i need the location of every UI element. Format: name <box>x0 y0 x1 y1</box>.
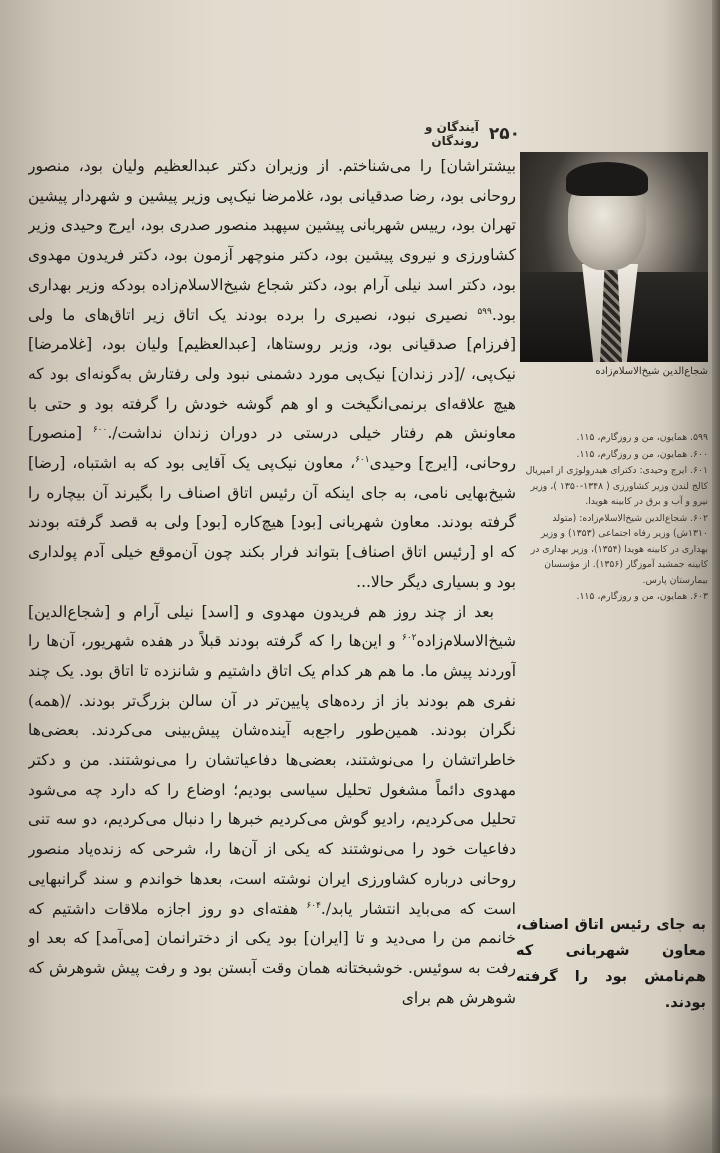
footnote-reference: ۶۰۰ <box>92 425 108 436</box>
body-text-run: /[در زندان] نیک‌پی مورد دشمنی نبود ولی رفتارش به‌گونه‌ای بود که هیچ علاقه‌ای برنمی‌انگیخت و او هم گوشه خودش را گرفته بود و حتی با معاونش هم رفتار خیلی درستی در دوران زندان نداشت/. <box>28 364 516 443</box>
footnote-reference: ۶۰۴ <box>306 900 321 911</box>
page-number: ۲۵۰ <box>488 124 520 144</box>
running-title: آیندگان و روندگان <box>425 120 479 148</box>
body-text-run: و این‌ها را که گرفته بودند قبلاً در هفده شهریور، آن‌ها را آوردند پیش ما. ما هم هر کدام یک اتاق داشتیم و شانزده تا اتاق بود. یک چند نفری هم بودند باز از رده‌های پایین‌تر در آن سالن بزرگ‌تر بودند. /(همه) نگران بودند. همین‌طور راجع‌به آینده‌شان پیش‌بینی می‌کردند. بعضی‌ها خاطراتشان را می‌نوشتند، بعضی‌ها دفاعیاتشان را می‌نوشتند. من و دکتر مهدوی دائماً مشغول تحلیل سیاسی بودیم؛ اوضاع را که دارد چه می‌شود تحلیل می‌کردیم، رادیو گوش می‌کردیم خبرها را دنبال می‌کردیم، دو سه تنی دفاعیات خود را می‌نوشتند که یکی از آن‌ها را، شرحی که زنده‌یاد منصور روحانی درباره کشاورزی ایران نوشته است، بعدها خواندم و سند گرانبهایی است که می‌باید انتشار یابد/. <box>28 632 516 918</box>
footnotes <box>522 430 708 655</box>
body-text-run: [منصور] روحانی، [ایرج] وحیدی <box>28 424 516 473</box>
page-edge <box>712 0 720 1153</box>
body-paragraph <box>28 152 516 598</box>
body-text-run: هفته‌ای دو روز اجازه ملاقات داشتیم که خانمم من را می‌دید و تا [ایران] بود یکی از دخترانمان [می‌آمد] که بعد او رفت به سوئیس. خوشبختانه همان وقت آبستن بود و رفت پیش شوهرش که شوهرش هم برای <box>28 899 516 1007</box>
photo-caption: شجاع‌الدین شیخ‌الاسلام‌زاده <box>595 366 708 377</box>
photo-hair <box>566 162 648 196</box>
footnote: ۶۰۱. ایرج وحیدی: دکترای هیدرولوژی از امپریال کالج لندن وزیر کشاورزی ( ۱۳۴۸-۱۳۵۰ )، وزیر نیرو و آب و برق در کابینه هویدا. <box>525 465 708 507</box>
bottom-shadow <box>0 1093 720 1153</box>
body-text-run: از وزیران دکتر عبدالعظیم ولیان بود، منصور روحانی بود، رضا صدقیانی بود، غلامرضا نیک‌پی وزیر پیشین و شهردار پیشین تهران بود، رییس شهربانی پیشین سپهبد منصور صدری بود، ایرج وحیدی وزیر کشاورزی و نیروی پیشین بود، دکتر منوچهر آزمون بود، دکتر فریدون مهدوی بود، دکتر اسد نیلی آرام بود، دکتر شجاع شیخ‌الاسلام‌زاده بودکه وزیر بهداری بود. <box>28 157 516 324</box>
pull-quote: به جای رئیس اتاق اصناف، معاون شهربانی که هم‌نامش بود را گرفته بودند. <box>516 917 706 1011</box>
footnote-reference: ۵۹۹ <box>477 306 492 317</box>
body-text <box>28 152 516 1042</box>
body-paragraph <box>28 598 516 1014</box>
body-text-run: بعد از چند روز هم فریدون مهدوی و [اسد] نیلی آرام و [شجاع‌الدین] شیخ‌الاسلام‌زاده <box>28 602 516 651</box>
footnote-reference: ۶۰۲ <box>402 633 417 644</box>
footnote-reference: ۶۰۱ <box>355 454 370 465</box>
portrait-photo <box>520 152 708 362</box>
footnote: ۶۰۲. شجاع‌الدین شیخ‌الاسلام‌زاده: (متولد ۱۳۱۰ش) وزیر رفاه اجتماعی (۱۳۵۳) و وزیر بهداری در کابینه هویدا (۱۳۵۴)، وزیر بهداری در کابینه جمشید آموزگار (۱۳۵۶). از مؤسسان بیمارستان پارس. <box>530 512 708 586</box>
footnote: ۶۰۰. همایون، من و روزگارم، ۱۱۵. <box>576 448 708 460</box>
footnote: ۵۹۹. همایون، من و روزگارم، ۱۱۵. <box>576 432 708 443</box>
body-text-run: نصیری نبود، نصیری را برده بودند یک اتاق زیر اتاق‌های ما ولی [فرزام] صدقیانی بود، وزیر روستاها، [عبدالعظیم] ولیان بود، [غلامرضا] نیک‌پی، <box>28 305 516 383</box>
page-header <box>380 120 520 148</box>
body-text-run: ، معاون نیک‌پی یک آقایی بود که به اشتباه، [رضا] شیخ‌بهایی نامی، به جای اینکه آن رئیس اتاق اصناف را بگیرند آن بیچاره را گرفته بودند. معاون شهربانی [بود] هیچ‌کاره [بود] ولی به قصد گرفته بودند که او [رئیس اتاق اصناف] بتواند فرار بکند چون آن‌موقع خیلی آدم پولداری بود و بسیاری دیگر حالا... <box>28 454 516 591</box>
footnote: ۶۰۳. همایون، من و روزگارم، ۱۱۵. <box>576 591 708 602</box>
body-text-run: بیشتراشان] را می‌شناختم. <box>329 157 516 175</box>
